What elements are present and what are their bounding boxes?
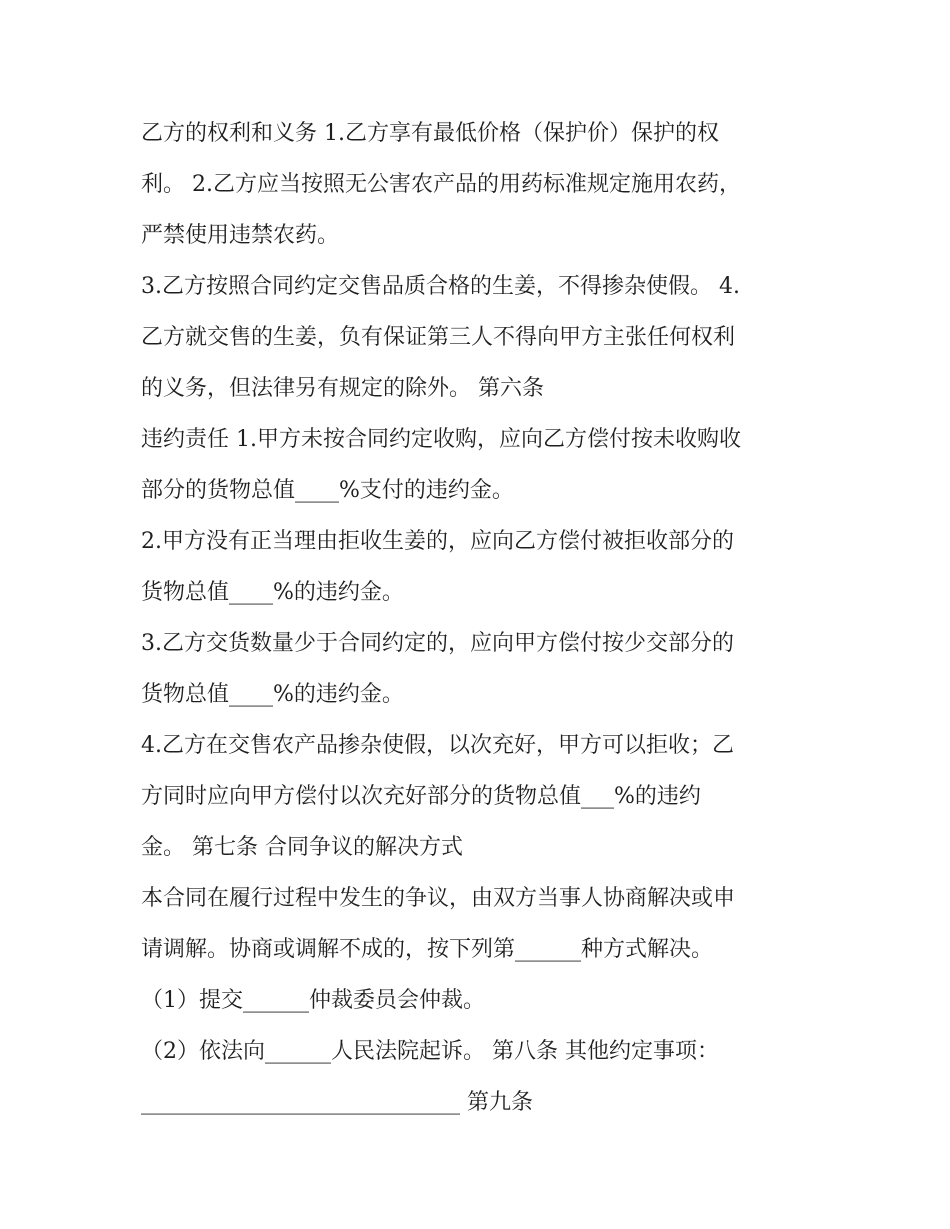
- text-line: 3.乙方交货数量少于合同约定的，应向甲方偿付按少交部分的: [141, 631, 734, 656]
- text-line: 乙方的权利和义务 1.乙方享有最低价格（保护价）保护的权: [141, 121, 719, 146]
- text-line: （2）依法向______人民法院起诉。 第八条 其他约定事项：: [141, 1039, 719, 1064]
- text-line: 请调解。协商或调解不成的，按下列第______种方式解决。: [141, 937, 714, 962]
- text-line: 4.乙方在交售农产品掺杂使假，以次充好，甲方可以拒收；乙: [141, 733, 734, 758]
- text-line: 利。 2.乙方应当按照无公害农产品的用药标准规定施用农药，: [141, 172, 741, 197]
- text-line: 方同时应向甲方偿付以次充好部分的货物总值___%的违约: [141, 784, 701, 809]
- text-line: 乙方就交售的生姜，负有保证第三人不得向甲方主张任何权利: [141, 325, 736, 350]
- text-line: _____________________________ 第九条: [141, 1090, 533, 1115]
- text-line: 违约责任 1.甲方未按合同约定收购，应向乙方偿付按未收购收: [141, 427, 741, 452]
- text-line: 部分的货物总值____%支付的违约金。: [141, 478, 514, 503]
- text-line: 2.甲方没有正当理由拒收生姜的，应向乙方偿付被拒收部分的: [141, 529, 734, 554]
- text-line: 严禁使用违禁农药。: [141, 223, 340, 248]
- text-line: 金。 第七条 合同争议的解决方式: [141, 835, 463, 860]
- text-line: 货物总值____%的违约金。: [141, 580, 404, 605]
- text-line: 3.乙方按照合同约定交售品质合格的生姜，不得掺杂使假。 4.: [141, 274, 740, 299]
- contract-text: [141, 108, 821, 1128]
- text-line: 货物总值____%的违约金。: [141, 682, 404, 707]
- text-line: 的义务，但法律另有规定的除外。 第六条: [141, 376, 544, 401]
- text-line: 本合同在履行过程中发生的争议，由双方当事人协商解决或申: [141, 886, 736, 911]
- text-line: （1）提交______仲裁委员会仲裁。: [141, 988, 485, 1013]
